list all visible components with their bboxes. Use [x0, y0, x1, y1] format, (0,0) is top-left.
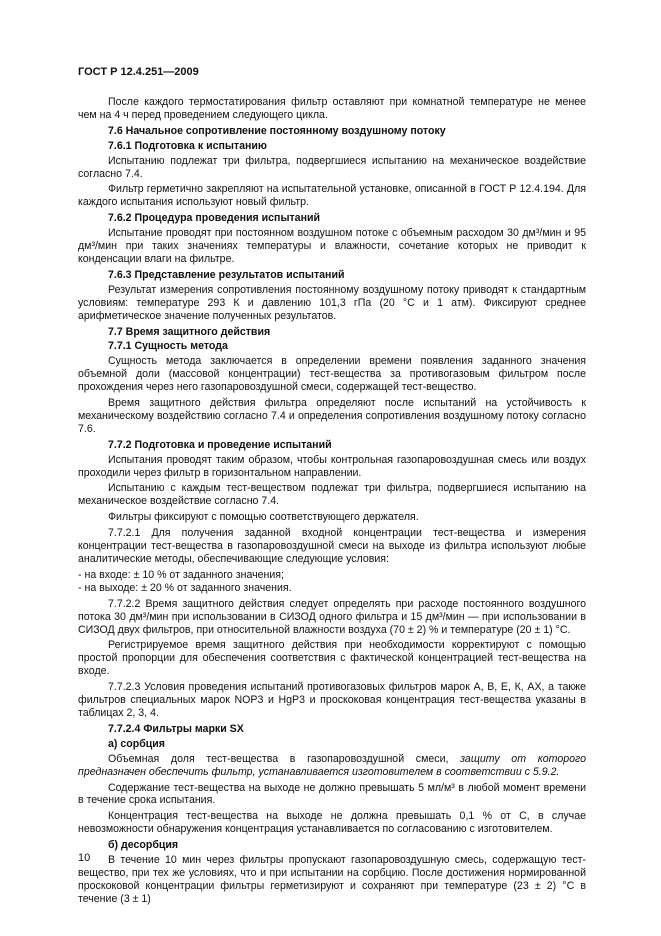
- document-body: [78, 96, 586, 909]
- paragraph: Результат измерения сопротивления постоянному воздушному потоку приводят к стандартным условиям: температуре 293 К и давлению 101,3 гПа (20 °С и 1 атм). Фиксируют среднее арифметическое значение полученных результатов.: [78, 283, 586, 322]
- paragraph: Время защитного действия фильтра определяют после испытаний на устойчивость к механическому воздействию согласно 7.4 и определения сопротивления воздушному потоку согласно 7.6.: [78, 397, 586, 435]
- paragraph: Концентрация тест-вещества на выходе не должна превышать 0,1 % от С, в случае невозможности обнаружения концентрация устанавливается по согласованию с изготовителем.: [78, 810, 586, 836]
- section-heading-7-6: 7.6 Начальное сопротивление постоянному воздушному потоку: [108, 124, 446, 137]
- paragraph: После каждого термостатирования фильтр оставляют при комнатной температуре не менее чем на 4 ч перед проведением следующего цикла.: [78, 96, 586, 121]
- subsection-heading-7-6-2: 7.6.2 Процедура проведения испытаний: [108, 212, 320, 225]
- paragraph: 7.7.2.1 Для получения заданной входной концентрации тест-вещества и измерения концентрации тест-вещества в газопаровоздушной смеси на выходе из фильтра используют любые аналитические методы, обеспечивающие следующие условия:: [78, 527, 586, 565]
- page-number: 10: [78, 852, 91, 864]
- paragraph: Содержание тест-вещества на выходе не должно превышать 5 мл/м³ в любой момент времени в течение срока испытания.: [78, 781, 586, 807]
- paragraph-italic-text: защиту от которого предназначен обеспечить фильтр, устанавливается изготовителем в соответствии с 5.9.2.: [78, 752, 586, 778]
- subsection-heading-7-6-3: 7.6.3 Представление результатов испытаний: [108, 268, 345, 281]
- paragraph: Испытания проводят таким образом, чтобы контрольная газопаровоздушная смесь или воздух проходили через фильтр в горизонтальном направлении.: [78, 453, 586, 479]
- paragraph: Испытание проводят при постоянном воздушном потоке с объемным расходом 30 дм³/мин и 95 дм³/мин при таких значениях температуры и влажности, сочетание которых не приводит к конденсации влаги на фильтре.: [78, 227, 586, 265]
- list-item: - на выходе: ± 20 % от заданного значения.: [78, 581, 292, 594]
- section-heading-7-7: 7.7 Время защитного действия: [108, 325, 271, 338]
- subsection-heading-7-7-2-4: 7.7.2.4 Фильтры марки SX: [108, 722, 244, 735]
- subsection-heading-7-6-1: 7.6.1 Подготовка к испытанию: [108, 139, 267, 152]
- document-header: ГОСТ Р 12.4.251—2009: [78, 66, 199, 78]
- paragraph: 7.7.2.3 Условия проведения испытаний противогазовых фильтров марок А, В, Е, К, АХ, а также фильтров специальных марок NOP3 и HgP3 и проскоковая концентрация тест-вещества указаны в таблицах 2, 3, 4.: [78, 681, 586, 719]
- paragraph-text: Объемная доля тест-вещества в газопаровоздушной смеси,: [108, 752, 461, 765]
- item-heading-sorption: а) сорбция: [108, 737, 165, 750]
- list-item: - на входе: ± 10 % от заданного значения;: [78, 568, 284, 581]
- subsection-heading-7-7-1: 7.7.1 Сущность метода: [108, 340, 228, 353]
- paragraph: 7.7.2.2 Время защитного действия следует определять при расходе постоянного воздушного потока 30 дм³/мин при использовании в СИЗОД одного фильтра и 15 дм³/мин — при использовании в СИЗОД двух фильтров, при относительной влажности воздуха (70 ± 2) % и температуре (20 ± 1) °С.: [78, 597, 586, 636]
- paragraph: В течение 10 мин через фильтры пропускают газопаровоздушную смесь, содержащую тест-вещество, при тех же условиях, что и при испытании на сорбцию. После достижения нормированной проскоковой концентрации фильтры герметизируют и сохраняют при температуре (23 ± 2) °С в течение (3 ± 1): [78, 854, 586, 905]
- subsection-heading-7-7-2: 7.7.2 Подготовка и проведение испытаний: [108, 438, 332, 451]
- item-heading-desorption: б) десорбция: [108, 839, 179, 852]
- paragraph: [78, 753, 586, 779]
- paragraph: Регистрируемое время защитного действия при необходимости корректируют с помощью простой пропорции для обеспечения соответствия с фактической концентрацией тест-вещества на входе.: [78, 639, 586, 678]
- paragraph: Фильтры фиксируют с помощью соответствующего держателя.: [108, 511, 419, 524]
- paragraph: Испытанию подлежат три фильтра, подвергшиеся испытанию на механическое воздействие согласно 7.4.: [78, 154, 586, 180]
- paragraph: Фильтр герметично закрепляют на испытательной установке, описанной в ГОСТ Р 12.4.194. Для каждого испытания используют новый фильтр.: [78, 183, 586, 209]
- paragraph: Сущность метода заключается в определении времени появления заданного значения объемной доли (массовой концентрации) тест-вещества за противогазовым фильтром после прохождения через него газопаровоздушной смеси, содержащей тест-вещество.: [78, 355, 586, 394]
- paragraph: Испытанию с каждым тест-веществом подлежат три фильтра, подвергшиеся испытанию на механическое воздействие согласно 7.4.: [78, 482, 586, 508]
